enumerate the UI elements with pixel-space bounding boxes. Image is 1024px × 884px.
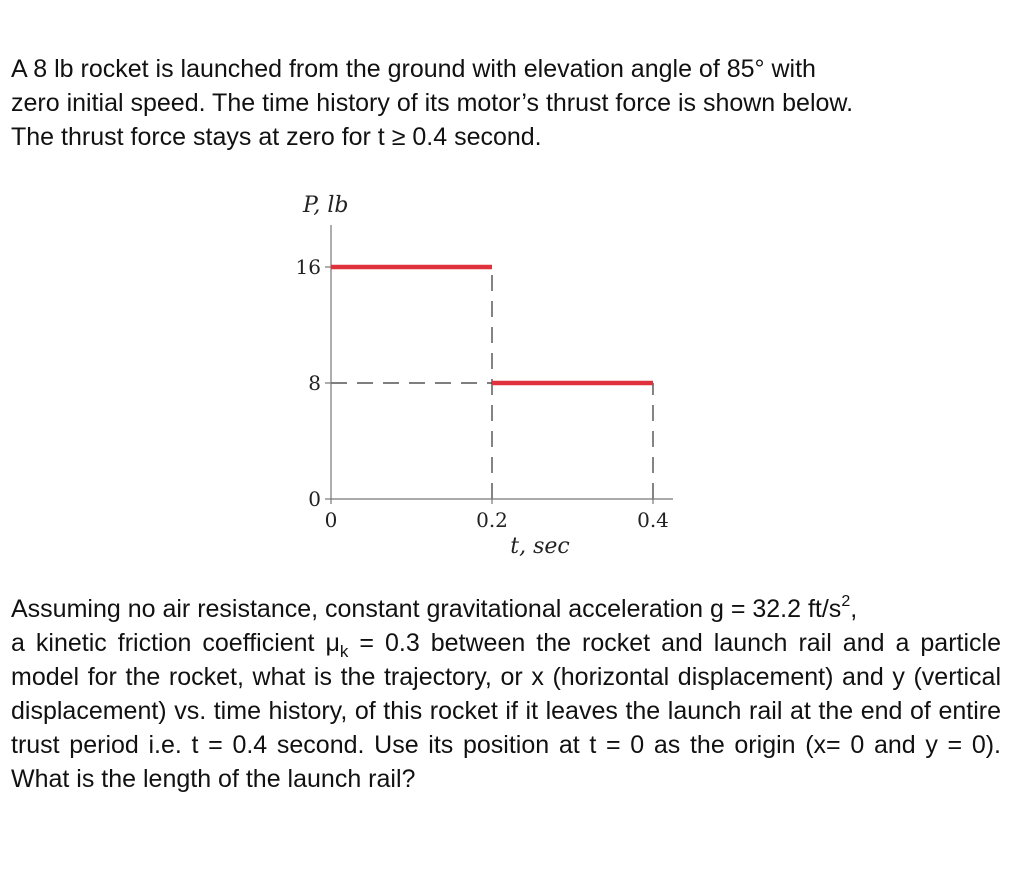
y-tick-label-0: 0 xyxy=(308,487,321,511)
question-text-2a: a kinetic friction coefficient μ xyxy=(11,629,340,657)
x-tick-label-0: 0 xyxy=(324,508,338,532)
thrust-chart xyxy=(0,180,720,580)
gravity-exponent: 2 xyxy=(841,592,851,610)
intro-line-3: The thrust force stays at zero for t ≥ 0.4 second. xyxy=(11,123,542,151)
intro-line-2: zero initial speed. The time history of its motor’s thrust force is shown below. xyxy=(11,89,854,117)
y-tick-label-16: 16 xyxy=(295,255,321,279)
question-line-1 xyxy=(11,592,1001,626)
y-tick-label-8: 8 xyxy=(308,371,321,395)
x-tick-label-0.2: 0.2 xyxy=(476,508,508,532)
x-tick-label-0.4: 0.4 xyxy=(637,508,669,532)
problem-question xyxy=(11,592,1001,796)
question-text-2b: = 0.3 between the rocket and launch rail and a particle model for the rocket, what is the trajectory, or x (horizontal displacement) and y (vertical displacement) vs. time history, of this rocket if it leaves the launch rail at the end of entire trust period i.e. t = 0.4 second. Use its position at t = 0 as the origin (x= 0 and y = 0). What is the length of the launch rail? xyxy=(11,629,1001,793)
question-body xyxy=(11,626,1001,796)
y-ticks xyxy=(296,255,331,511)
question-text-1a: Assuming no air resistance, constant gravitational acceleration g = 32.2 ft/s xyxy=(11,595,842,623)
y-axis-label: P, lb xyxy=(303,193,349,218)
x-ticks xyxy=(325,499,669,532)
intro-line-1: A 8 lb rocket is launched from the ground with elevation angle of 85° with xyxy=(11,55,816,83)
x-axis-label: t, sec xyxy=(510,534,570,559)
question-text-1b: , xyxy=(850,595,858,623)
friction-subscript: k xyxy=(339,642,349,661)
problem-intro xyxy=(11,52,1001,154)
